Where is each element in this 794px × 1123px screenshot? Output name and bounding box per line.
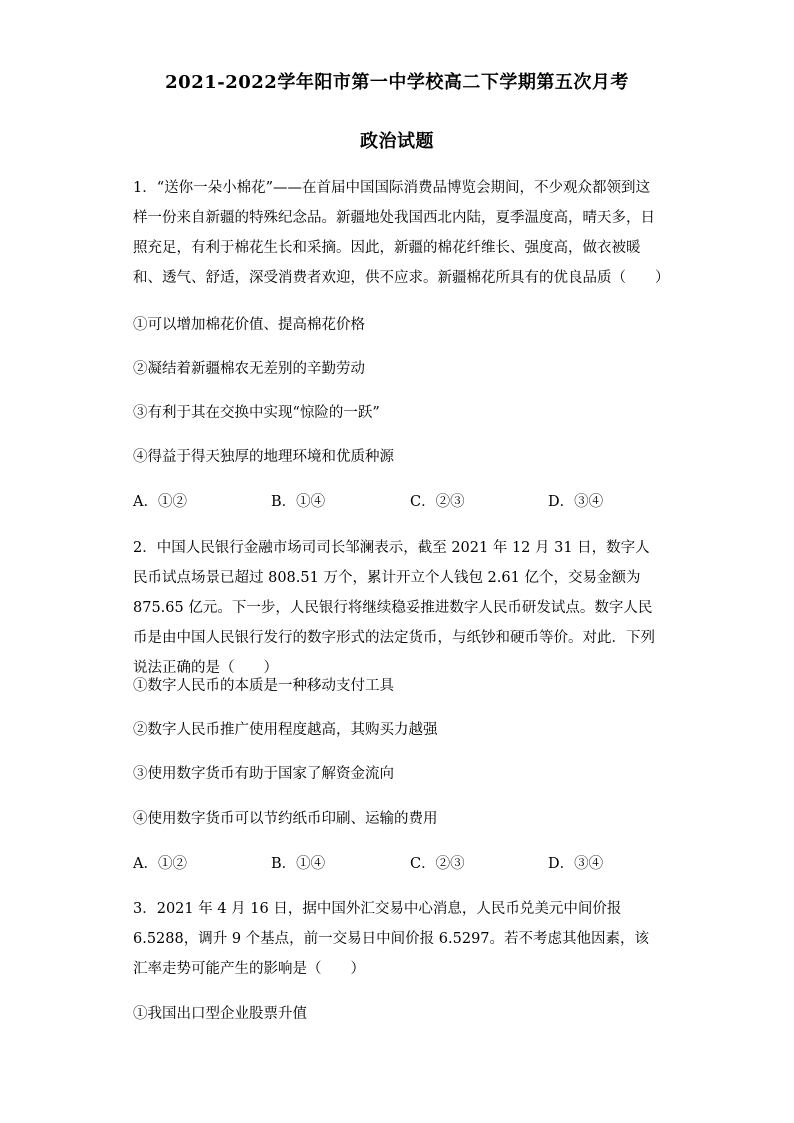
question-2-choice-d: D．③④ bbox=[548, 856, 604, 872]
question-1-option-2: ②凝结着新疆棉农无差别的辛勤劳动 bbox=[133, 361, 365, 377]
question-1-option-4: ④得益于得天独厚的地理环境和优质种源 bbox=[133, 449, 394, 465]
question-1-option-1: ①可以增加棉花价值、提高棉花价格 bbox=[133, 317, 365, 333]
question-1-choice-b: B．①④ bbox=[271, 494, 326, 510]
document-title: 2021-2022学年阳市第一中学校高二下学期第五次月考 bbox=[165, 72, 629, 93]
question-2-choice-a: A．①② bbox=[133, 856, 187, 872]
question-1-choice-a: A．①② bbox=[133, 494, 187, 510]
question-2-option-1: ①数字人民币的本质是一种移动支付工具 bbox=[133, 678, 394, 694]
question-1-choice-d: D．③④ bbox=[548, 494, 604, 510]
question-2-stem: 2．中国人民银行金融市场司司长邹澜表示，截至 2021 年 12 月 31 日，数字人民币试点场景已超过 808.51 万个，累计开立个人钱包 2.61 亿个，交易金额为 875.65 亿元。下一步，人民银行将继续稳妥推进数字人民币研发试点。数字人民币是由中国人民银行发行的数字形式的法定货币，与纸钞和硬币等价。对此．下列说法正确的是（ ） bbox=[133, 540, 655, 676]
question-3-stem: 3．2021 年 4 月 16 日，据中国外汇交易中心消息，人民币兑美元中间价报 6.5288，调升 9 个基点，前一交易日中间价报 6.5297。若不考虑其他因素，该汇率走势可能产生的影响是（ ） bbox=[133, 901, 650, 977]
document-subtitle: 政治试题 bbox=[360, 131, 434, 152]
question-2-choice-b: B．①④ bbox=[271, 856, 326, 872]
question-2-choice-c: C．②③ bbox=[410, 856, 465, 872]
question-1-choice-c: C．②③ bbox=[410, 494, 465, 510]
question-3-option-1: ①我国出口型企业股票升值 bbox=[133, 1006, 307, 1022]
question-1-option-3: ③有利于其在交换中实现“惊险的一跃” bbox=[133, 405, 380, 421]
question-1-stem: 1．“送你一朵小棉花”——在首届中国国际消费品博览会期间，不少观众都领到这样一份来自新疆的特殊纪念品。新疆地处我国西北内陆，夏季温度高，晴天多，日照充足，有利于棉花生长和采摘。因此，新疆的棉花纤维长、强度高，做衣被暖和、透气、舒适，深受消费者欢迎，供不应求。新疆棉花所具有的优良品质（ ） bbox=[133, 180, 670, 286]
question-2-option-3: ③使用数字货币有助于国家了解资金流向 bbox=[133, 766, 394, 782]
question-2-option-4: ④使用数字货币可以节约纸币印刷、运输的费用 bbox=[133, 811, 438, 827]
question-2-option-2: ②数字人民币推广使用程度越高，其购买力越强 bbox=[133, 722, 438, 738]
